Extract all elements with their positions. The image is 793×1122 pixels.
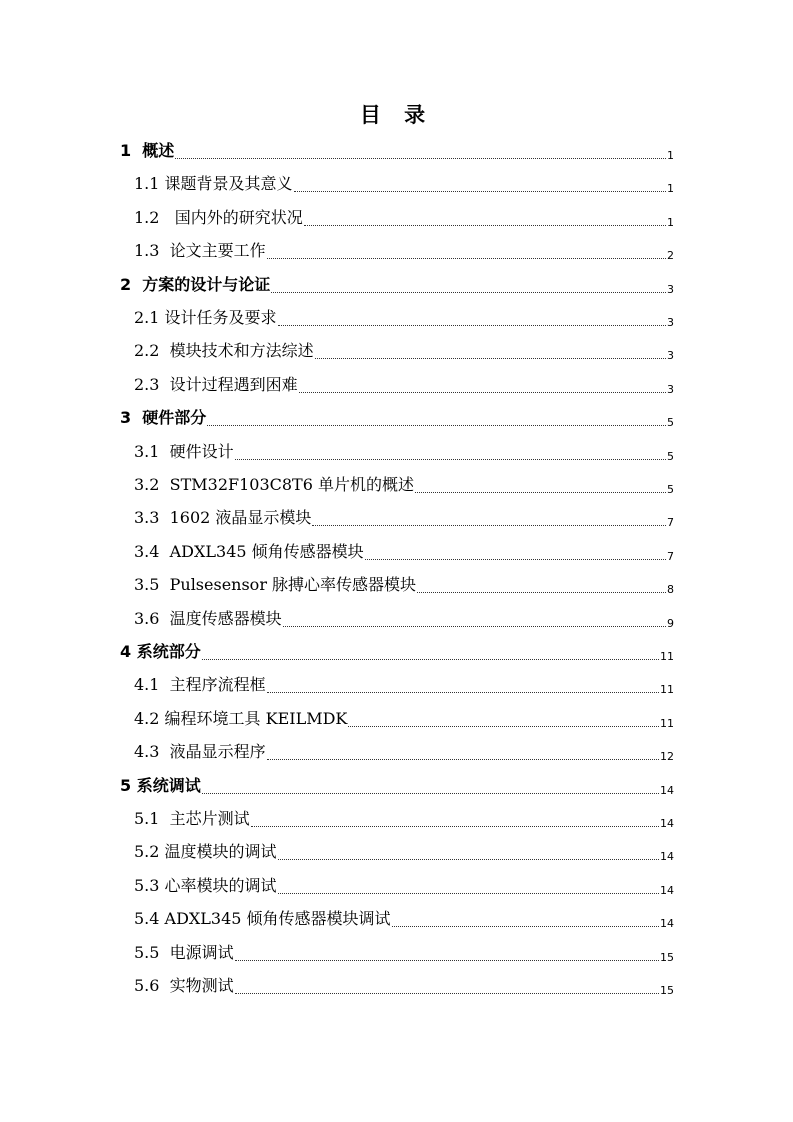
toc-page-number: 5: [667, 416, 674, 430]
toc-entry-title: 5.3 心率模块的调试: [134, 875, 277, 895]
toc-page-number: 1: [667, 149, 674, 162]
toc-entry-title: 1.3 论文主要工作: [134, 241, 266, 261]
toc-entry-title: 1 概述: [120, 141, 175, 160]
toc-entry-title: 2.3 设计过程遇到困难: [134, 374, 298, 394]
toc-chapter-entry[interactable]: [120, 400, 674, 434]
toc-section-entry[interactable]: [134, 901, 674, 935]
toc-section-entry[interactable]: [134, 701, 674, 735]
toc-page-number: 9: [667, 616, 674, 630]
toc-dot-leader: [235, 993, 659, 994]
toc-dot-leader: [235, 459, 666, 460]
toc-entry-title: 3.1 硬件设计: [134, 441, 234, 461]
toc-section-entry[interactable]: [134, 434, 674, 468]
toc-chapter-entry[interactable]: [120, 133, 674, 167]
toc-entry-title: 3.6 温度传感器模块: [134, 608, 282, 628]
toc-dot-leader: [251, 826, 659, 827]
toc-dot-leader: [278, 859, 659, 860]
toc-section-entry[interactable]: [134, 801, 674, 835]
toc-entry-title: 5.4 ADXL345 倾角传感器模块调试: [134, 909, 391, 929]
toc-section-entry[interactable]: [134, 200, 674, 234]
toc-page-number: 1: [667, 215, 674, 229]
toc-page-number: 14: [660, 917, 674, 931]
toc-page-number: 14: [660, 783, 674, 797]
toc-section-entry[interactable]: [134, 667, 674, 701]
toc-entry-title: 4.2 编程环境工具 KEILMDK: [134, 708, 348, 728]
toc-section-entry[interactable]: [134, 601, 674, 635]
toc-section-entry[interactable]: [134, 834, 674, 868]
toc-dot-leader: [278, 893, 659, 894]
toc-entry-title: 2.2 模块技术和方法综述: [134, 341, 314, 361]
toc-entry-title: 4.3 液晶显示程序: [134, 742, 266, 762]
toc-page-number: 3: [667, 382, 674, 396]
toc-page-number: 14: [660, 817, 674, 830]
toc-entry-title: 3.4 ADXL345 倾角传感器模块: [134, 541, 364, 561]
toc-entry-title: 5.2 温度模块的调试: [134, 842, 277, 862]
toc-dot-leader: [294, 191, 666, 192]
toc-entry-title: 4 系统部分: [120, 642, 201, 661]
toc-entry-title: 5.6 实物测试: [134, 976, 234, 995]
toc-dot-leader: [299, 392, 666, 393]
toc-page-number: 3: [667, 282, 674, 296]
toc-title: 目 录: [359, 103, 434, 127]
toc-section-entry[interactable]: [134, 300, 674, 334]
toc-entry-title: 1.1 课题背景及其意义: [134, 174, 293, 194]
toc-page-number: 11: [660, 683, 674, 697]
toc-entry-title: 1.2 国内外的研究状况: [134, 207, 303, 227]
toc-dot-leader: [415, 492, 666, 493]
toc-entry-title: 4.1 主程序流程框: [134, 675, 266, 695]
toc-dot-leader: [392, 926, 659, 927]
toc-entry-title: 3.2 STM32F103C8T6 单片机的概述: [134, 475, 414, 494]
toc-page-number: 15: [660, 950, 674, 964]
toc-page-number: 2: [667, 249, 674, 263]
toc-page-number: 11: [660, 716, 674, 730]
toc-dot-leader: [267, 759, 659, 760]
toc-section-entry[interactable]: [134, 734, 674, 768]
toc-page-number: 1: [667, 182, 674, 196]
toc-entry-title: 2 方案的设计与论证: [120, 274, 271, 294]
toc-page-number: 14: [660, 850, 674, 864]
toc-section-entry[interactable]: [134, 500, 674, 534]
toc-page-number: 5: [667, 449, 674, 463]
toc-dot-leader: [175, 158, 666, 159]
toc-page-number: 3: [667, 349, 674, 363]
toc-dot-leader: [417, 592, 666, 593]
toc-page-number: 11: [660, 650, 674, 663]
toc-page-number: 3: [667, 316, 674, 329]
toc-dot-leader: [283, 626, 666, 627]
toc-entry-title: 5.1 主芯片测试: [134, 809, 250, 828]
toc-page-number: 7: [667, 549, 674, 563]
toc-entry-title: 3 硬件部分: [120, 408, 207, 428]
toc-section-entry[interactable]: [134, 467, 674, 501]
toc-dot-leader: [271, 292, 666, 293]
toc-dot-leader: [304, 225, 666, 226]
toc-dot-leader: [312, 525, 666, 526]
toc-page-number: 5: [667, 483, 674, 496]
toc-chapter-entry[interactable]: [120, 267, 674, 301]
toc-dot-leader: [348, 726, 659, 727]
toc-section-entry[interactable]: [134, 935, 674, 969]
toc-dot-leader: [267, 692, 659, 693]
toc-chapter-entry[interactable]: [120, 634, 674, 668]
toc-dot-leader: [365, 559, 666, 560]
toc-dot-leader: [207, 425, 666, 426]
toc-section-entry[interactable]: [134, 868, 674, 902]
toc-section-entry[interactable]: [134, 333, 674, 367]
toc-dot-leader: [202, 659, 659, 660]
toc-section-entry[interactable]: [134, 166, 674, 200]
toc-page-number: 15: [660, 984, 674, 997]
toc-page-number: 7: [667, 516, 674, 530]
toc-section-entry[interactable]: [134, 233, 674, 267]
toc-entry-title: 3.3 1602 液晶显示模块: [134, 508, 312, 528]
toc-page-number: 8: [667, 583, 674, 597]
toc-page-number: 14: [660, 883, 674, 897]
toc-entry-title: 2.1 设计任务及要求: [134, 308, 277, 327]
toc-section-entry[interactable]: [134, 367, 674, 401]
toc-entry-title: 5 系统调试: [120, 775, 201, 795]
toc-page-number: 12: [660, 750, 674, 764]
toc-dot-leader: [202, 793, 659, 794]
toc-section-entry[interactable]: [134, 567, 674, 601]
toc-entry-title: 5.5 电源调试: [134, 942, 234, 962]
toc-dot-leader: [315, 358, 666, 359]
toc-section-entry[interactable]: [134, 534, 674, 568]
toc-dot-leader: [278, 325, 666, 326]
toc-dot-leader: [235, 960, 659, 961]
toc-section-entry[interactable]: [134, 968, 674, 1002]
toc-entry-title: 3.5 Pulsesensor 脉搏心率传感器模块: [134, 575, 417, 595]
toc-chapter-entry[interactable]: [120, 768, 674, 802]
toc-dot-leader: [267, 258, 666, 259]
